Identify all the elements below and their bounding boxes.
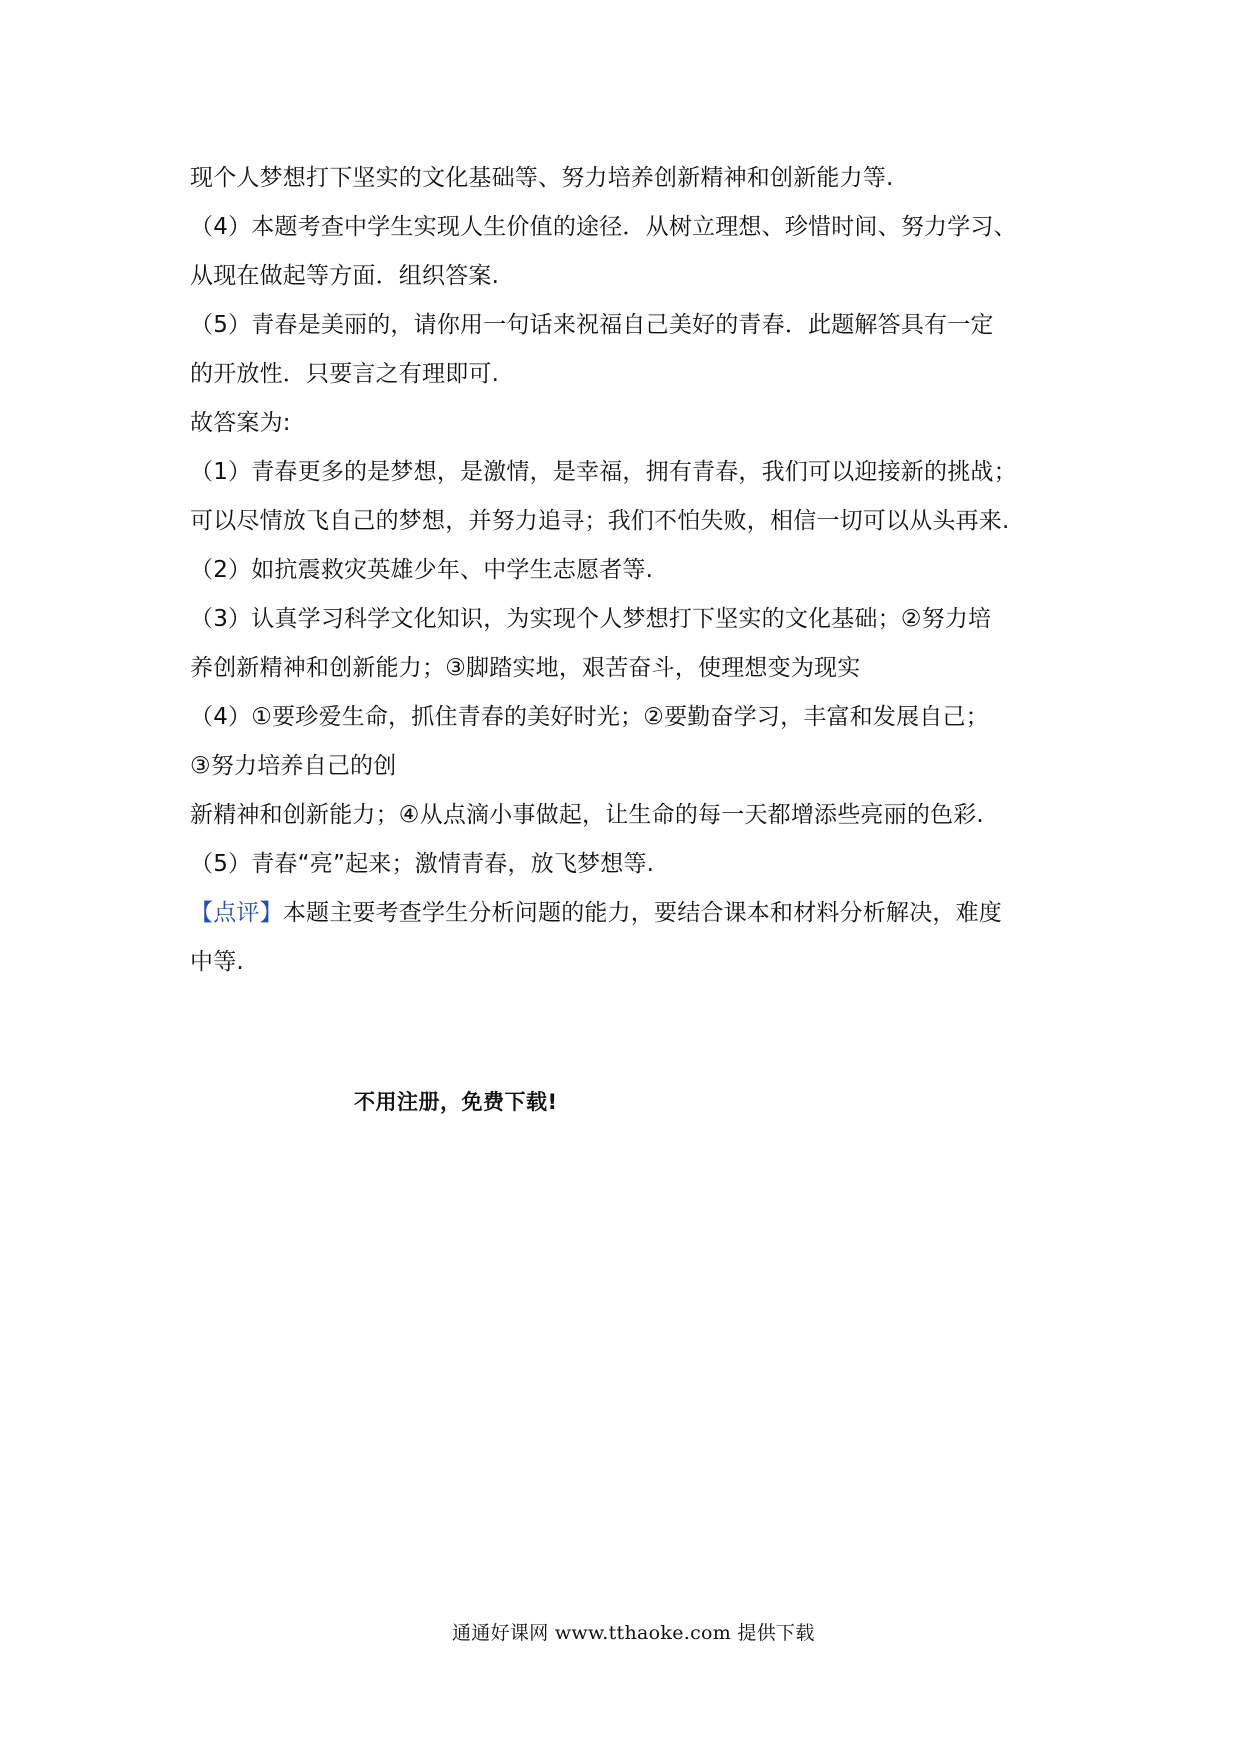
- text-line: 的开放性．只要言之有理即可.: [190, 361, 500, 387]
- comment-label: 【点评】: [190, 900, 283, 926]
- text-line: ③努力培养自己的创: [190, 753, 397, 779]
- text-line: 现个人梦想打下坚实的文化基础等、努力培养创新精神和创新能力等.: [190, 165, 894, 191]
- answer-content: [190, 154, 1070, 987]
- comment-line-2: 中等.: [190, 949, 244, 975]
- text-line: （5）青春是美丽的，请你用一句话来祝福自己美好的青春．此题解答具有一定: [190, 312, 994, 338]
- text-line: （1）青春更多的是梦想，是激情，是幸福，拥有青春，我们可以迎接新的挑战；: [190, 459, 1017, 485]
- text-line: （3）认真学习科学文化知识，为实现个人梦想打下坚实的文化基础；②努力培: [190, 606, 992, 632]
- page-footer: 通通好课网 www.tthaoke.com 提供下载: [452, 1622, 815, 1644]
- answer-heading: 故答案为:: [190, 410, 291, 436]
- text-line: （4）本题考查中学生实现人生价值的途径．从树立理想、珍惜时间、努力学习、: [190, 214, 1017, 240]
- comment-line: [190, 889, 1070, 938]
- text-line: （2）如抗震救灾英雄少年、中学生志愿者等.: [190, 557, 654, 583]
- text-line: 养创新精神和创新能力；③脚踏实地，艰苦奋斗，使理想变为现实: [190, 655, 861, 681]
- text-line: 从现在做起等方面．组织答案.: [190, 263, 500, 289]
- text-line: 新精神和创新能力；④从点滴小事做起，让生命的每一天都增添些亮丽的色彩.: [190, 802, 984, 828]
- comment-text: 本题主要考查学生分析问题的能力，要结合课本和材料分析解决，难度: [282, 900, 1003, 926]
- promo-text: 不用注册，免费下载!: [354, 1090, 558, 1114]
- text-line: 可以尽情放飞自己的梦想，并努力追寻；我们不怕失败，相信一切可以从头再来.: [190, 508, 1010, 534]
- text-line: （5）青春“亮”起来；激情青春，放飞梦想等.: [190, 851, 655, 877]
- text-line: （4）①要珍爱生命，抓住青春的美好时光；②要勤奋学习，丰富和发展自己；: [190, 704, 989, 730]
